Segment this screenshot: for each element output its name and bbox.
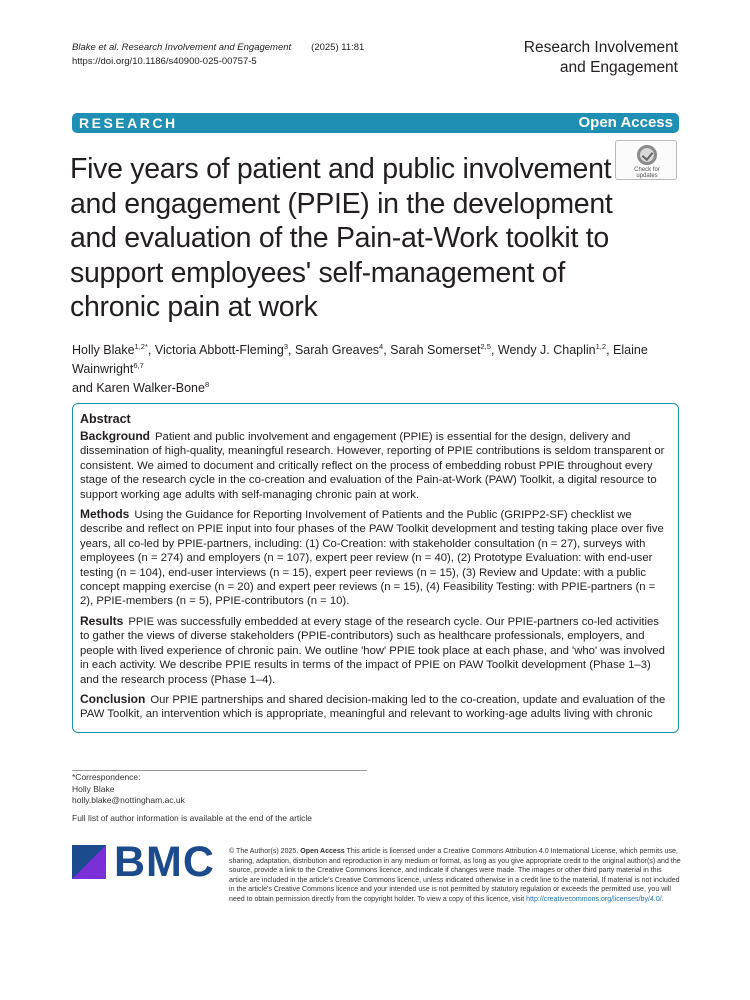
correspondence-block	[72, 772, 185, 807]
license-end: .	[661, 895, 664, 903]
section-label: RESEARCH	[79, 115, 178, 131]
abstract-methods	[80, 507, 671, 609]
author: Holly Blake$^{1,2*}$	[72, 342, 148, 357]
license-link[interactable]: http://creativecommons.org/licenses/by/4.0/	[526, 895, 662, 903]
conclusion-label: Conclusion	[80, 691, 146, 706]
conclusion-text: Our PPIE partnerships and shared decision-making led to the co-creation, update and evaluation of the PAW Toolkit, an intervention which is appropriate, meaningful and relevant to working-age adults living with chronic	[80, 693, 666, 721]
check-for-updates-button[interactable]	[615, 140, 677, 180]
journal-name-line1: Research Involvement	[523, 39, 678, 56]
license-statement	[229, 847, 681, 904]
bmc-logo-mark-icon	[72, 845, 106, 879]
author-info-note: Full list of author information is available at the end of the article	[72, 813, 313, 823]
abstract-box	[72, 403, 679, 733]
author: Wendy J. Chaplin$^{1,2}$	[497, 342, 607, 357]
abstract-background	[80, 429, 671, 502]
background-label: Background	[80, 429, 151, 443]
license-text: This article is licensed under a Creative Commons Attribution 4.0 International License, which permits use, sharing, adaptation, distribution and reproduction in any medium or format, as long as you give appropriate credit to the original author(s) and the source, provide a link to the Creative Commons licence, and indicate if changes were made. The images or other third party material in this article are included in the article's Creative Commons licence, unless indicated otherwise in a credit line to the material. If material is not included in the article's Creative Commons licence and your intended use is not permitted by statutory regulation or exceeds the permitted use, you will need to obtain permission directly from the copyright holder. To view a copy of this licence, visit	[229, 848, 681, 903]
background-text: Patient and public involvement and engagement (PPIE) is essential for the design, delivery and dissemination of high-quality, meaningful research. However, reporting of PPIE contributions is seldom transparent or consistent. We aimed to document and critically reflect on the process of embedding robust PPIE throughout every stage of the research cycle in the co-creation and evaluation of the Pain-at-Work (PAW) Toolkit, a digital resource to support working age adults with self-managing chronic pain at work.	[80, 431, 665, 501]
doi-link[interactable]: https://doi.org/10.1186/s40900-025-00757-5	[72, 56, 257, 67]
running-citation: Blake et al. Research Involvement and Engagement	[72, 42, 292, 53]
author: Elaine Wainwright$^{6,7}$	[72, 343, 648, 376]
check-updates-line2: updates	[636, 173, 658, 179]
check-updates-line1: Check for	[634, 167, 660, 173]
results-text: PPIE was successfully embedded at every stage of the research cycle. Our PPIE-partners co-led activities to gather the views of diverse stakeholders (PPIE-contributors) such as healthcare professionals, employers, and people with lived experience of chronic pain. We outline 'how' PPIE took place at each phase, and 'who' was involved in each activity. We describe PPIE results in terms of the impact of PPIE on PAW Toolkit development (Phase 1–3) and the research process (Phase 1–4).	[80, 615, 665, 686]
running-header	[72, 41, 364, 69]
author: Victoria Abbott-Fleming$^3$	[154, 342, 289, 357]
author: Karen Walker-Bone$^8$	[96, 380, 210, 395]
author: Sarah Greaves$^4$	[294, 342, 384, 357]
abstract-heading: Abstract	[80, 412, 131, 426]
abstract-results	[80, 614, 671, 687]
author-list: Holly Blake$^{1,2*}$, Victoria Abbott-Fleming$^3$, Sarah Greaves$^4$, Sarah Somerset$^{2,5}$, Wendy J. Chaplin$^{1,2}$, Elaine Wainwright$^{6,7}$ and Karen Walker-Bone$^8$	[72, 342, 648, 395]
correspondence-label: *Correspondence:	[72, 772, 141, 782]
author: Sarah Somerset$^{2,5}$	[390, 342, 491, 357]
check-updates-icon	[637, 145, 657, 165]
abstract-conclusion	[80, 692, 671, 722]
bmc-logo-text: BMC	[114, 838, 215, 886]
article-type-banner	[72, 113, 679, 133]
methods-text: Using the Guidance for Reporting Involvement of Patients and the Public (GRIPP2-SF) checklist we describe and reflect on PPIE input into four phases of the PAW Toolkit development and testing taking place over five years, all co-led by PPIE-partners, including: (1) Co-Creation: with stakeholder consultation (n = 27), surveys with employees (n = 274) and employers (n = 107), expert peer review (n = 40), (2) Prototype Evaluation: with end-user testing (n = 104), end-user interviews (n = 15), expert peer reviews (n = 15), (3) Review and Update: with a public concept mapping exercise (n = 20) and expert peer reviews (n = 15), (4) Feasibility Testing: with PPIE-partners (n = 2), PPIE-members (n = 5), PPIE-contributors (n = 10).	[80, 509, 664, 608]
footnote-divider	[72, 770, 367, 771]
journal-name-line2: and Engagement	[559, 59, 678, 76]
open-access-label: Open Access	[578, 114, 673, 131]
methods-label: Methods	[80, 507, 130, 522]
results-label: Results	[80, 613, 124, 628]
check-updates-text	[616, 167, 678, 179]
journal-name	[524, 38, 678, 78]
year-volume: (2025) 11:81	[311, 42, 365, 53]
copyright-text: © The Author(s) 2025.	[229, 848, 299, 855]
bmc-logo	[72, 838, 215, 886]
correspondence-email[interactable]: holly.blake@nottingham.ac.uk	[72, 795, 185, 805]
license-open-access: Open Access	[300, 848, 345, 855]
article-title: Five years of patient and public involvement and engagement (PPIE) in the development and evaluation of the Pain-at-Work toolkit to support employees' self-management of chronic pain at work	[70, 153, 613, 323]
correspondence-name: Holly Blake	[72, 783, 115, 794]
